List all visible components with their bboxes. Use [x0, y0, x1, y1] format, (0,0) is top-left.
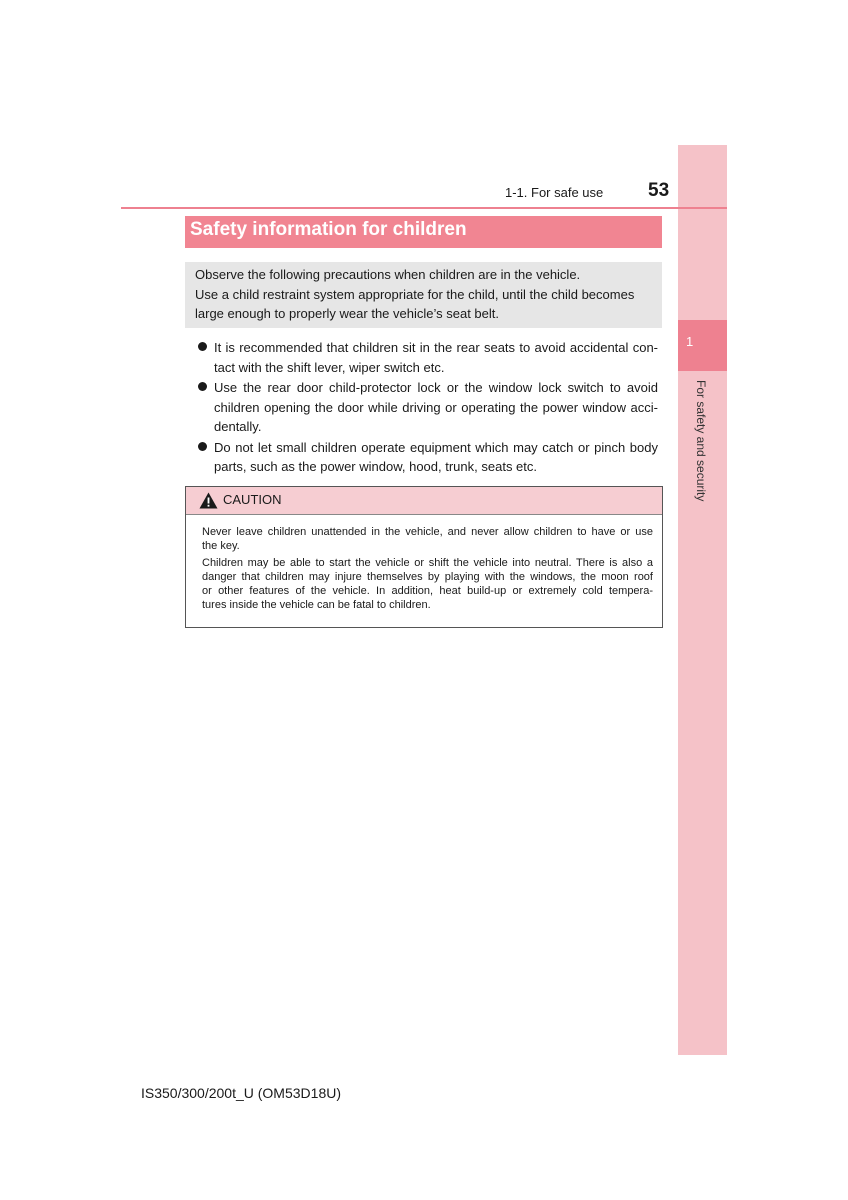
page-title-bar — [185, 216, 662, 248]
caution-body — [186, 515, 662, 612]
chapter-title: For safety and security — [694, 380, 708, 502]
intro-line: Use a child restraint system appropriate for the child, until the child becomes — [195, 286, 635, 302]
caution-box — [185, 486, 663, 628]
bullet-icon — [198, 442, 207, 451]
list-item-text: children opening the door while driving or operating the power window acci- — [214, 399, 658, 415]
caution-header — [186, 487, 662, 515]
intro-line: Observe the following precautions when children are in the vehicle. — [195, 267, 581, 282]
warning-icon — [199, 492, 218, 509]
list-item-text: Do not let small children operate equipment which may catch or pinch body — [214, 439, 658, 455]
precautions-list — [198, 338, 658, 478]
caution-paragraph — [202, 556, 653, 612]
list-item-text: Use the rear door child-protector lock or the window lock switch to avoid — [214, 380, 658, 395]
list-item-text: parts, such as the power window, hood, trunk, seats etc. — [214, 459, 538, 474]
section-label: 1-1. For safe use — [505, 185, 604, 200]
list-item — [198, 378, 658, 437]
page-number: 53 — [648, 180, 670, 201]
chapter-number: 1 — [686, 334, 694, 349]
intro-box — [185, 262, 662, 328]
list-item — [198, 338, 658, 377]
page-title: Safety information for children — [190, 219, 467, 240]
caution-text: Never leave children unattended in the vehicle, and never allow children to have or use — [202, 526, 653, 538]
caution-label: CAUTION — [223, 492, 282, 507]
caution-text: danger that children may injure themselves by playing with the windows, the moon roof — [202, 571, 653, 583]
caution-text: the key. — [202, 540, 240, 552]
intro-line: large enough to properly wear the vehicle’s seat belt. — [195, 306, 500, 321]
caution-text: tures inside the vehicle can be fatal to children. — [202, 599, 431, 611]
list-item — [198, 438, 658, 477]
list-item-text: It is recommended that children sit in the rear seats to avoid accidental con- — [214, 340, 658, 355]
list-item-text: tact with the shift lever, wiper switch etc. — [214, 359, 445, 375]
bullet-icon — [198, 382, 207, 391]
list-item-text: dentally. — [214, 419, 262, 434]
footer-model-code: IS350/300/200t_U (OM53D18U) — [141, 1085, 341, 1101]
chapter-side-tab — [678, 145, 727, 1055]
caution-text: Children may be able to start the vehicle or shift the vehicle into neutral. There is also a — [202, 557, 653, 569]
caution-paragraph — [202, 525, 653, 553]
bullet-icon — [198, 342, 207, 351]
caution-text: or other features of the vehicle. In addition, heat build-up or extremely cold tempera- — [202, 585, 653, 597]
header-divider — [121, 207, 727, 209]
